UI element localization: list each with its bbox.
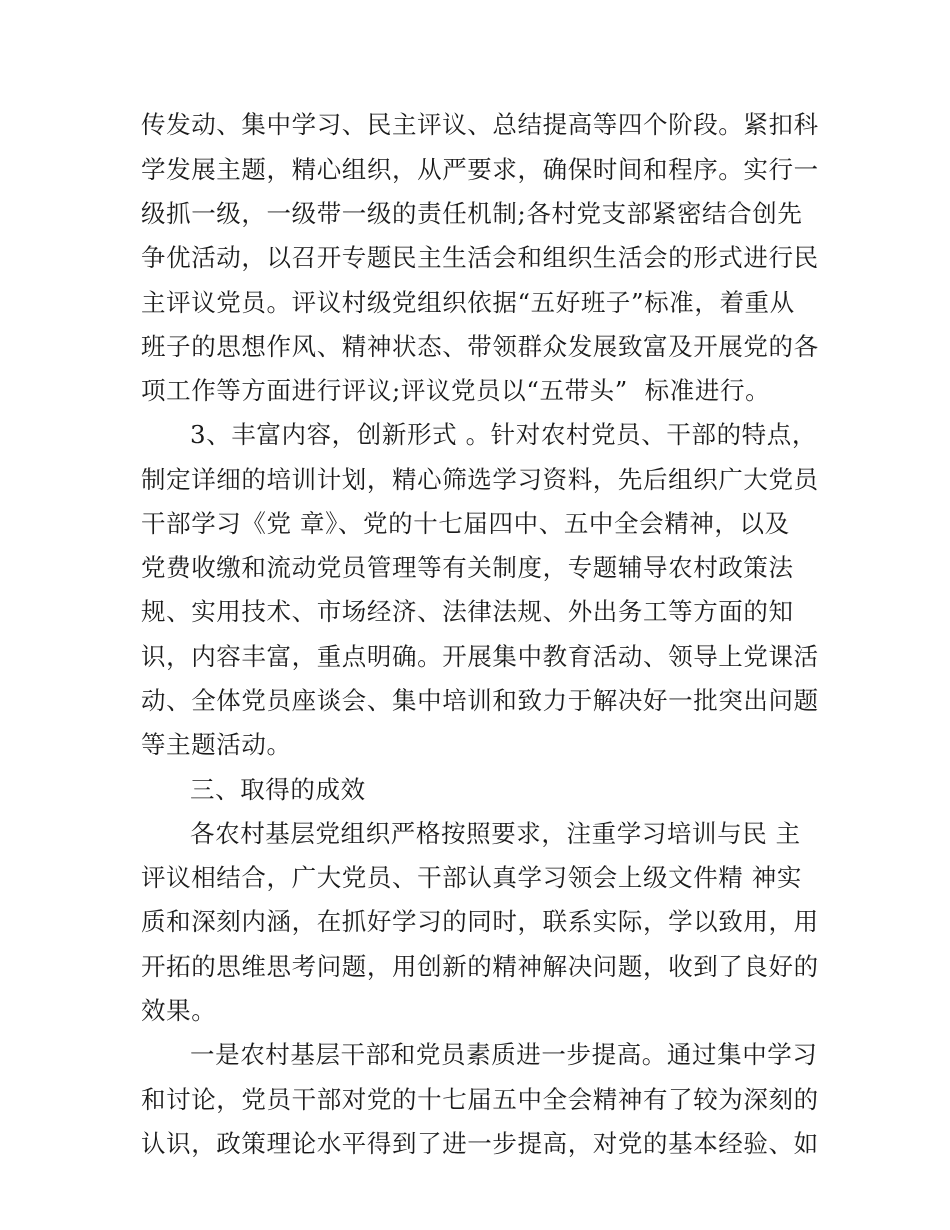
text-line: 质和深刻内涵，在抓好学习的同时，联系实际，学以致用，用 (141, 907, 819, 936)
text-line: 学发展主题，精心组织，从严要求，确保时间和程序。实行一 (141, 155, 819, 184)
text-line: 项工作等方面进行评议;评议党员以“五带头” 标准进行。 (141, 376, 771, 405)
text-line: 等主题活动。 (141, 730, 292, 759)
text-line: 认识，政策理论水平得到了进一步提高，对党的基本经验、如 (141, 1129, 819, 1158)
text-line: 3、丰富内容，创新形式 。针对农村党员、干部的特点， (190, 420, 817, 449)
text-line: 级抓一级，一级带一级的责任机制;各村党支部紧密结合创先 (141, 199, 803, 228)
text-line: 主评议党员。评议村级党组织依据“五好班子”标准，着重从 (141, 288, 795, 317)
text-line: 干部学习《党 章》、党的十七届四中、五中全会精神，以及 (141, 509, 790, 538)
text-line: 制定详细的培训计划，精心筛选学习资料，先后组织广大党员 (141, 465, 819, 494)
text-line: 一是农村基层干部和党员素质进一步提高。通过集中学习 (190, 1040, 818, 1069)
section-heading: 三、取得的成效 (190, 775, 366, 804)
text-line: 和讨论，党员干部对党的十七届五中全会精神有了较为深刻的 (141, 1085, 819, 1114)
text-line: 班子的思想作风、精神状态、带领群众发展致富及开展党的各 (141, 332, 819, 361)
text-line: 各农村基层党组织严格按照要求，注重学习培训与民 主 (190, 819, 801, 848)
text-line: 争优活动，以召开专题民主生活会和组织生活会的形式进行民 (141, 243, 819, 272)
text-line: 效果。 (141, 996, 217, 1025)
text-line: 规、实用技术、市场经济、法律法规、外出务工等方面的知 (141, 597, 794, 626)
text-line: 传发动、集中学习、民主评议、总结提高等四个阶段。紧扣科 (141, 110, 819, 139)
text-line: 动、全体党员座谈会、集中培训和致力于解决好一批突出问题 (141, 686, 819, 715)
text-line: 党费收缴和流动党员管理等有关制度，专题辅导农村政策法 (141, 553, 794, 582)
text-line: 开拓的思维思考问题，用创新的精神解决问题，收到了良好的 (141, 952, 819, 981)
text-line: 识，内容丰富，重点明确。开展集中教育活动、领导上党课活 (141, 642, 819, 671)
text-line: 评议相结合，广大党员、干部认真学习领会上级文件精 神实 (141, 863, 802, 892)
